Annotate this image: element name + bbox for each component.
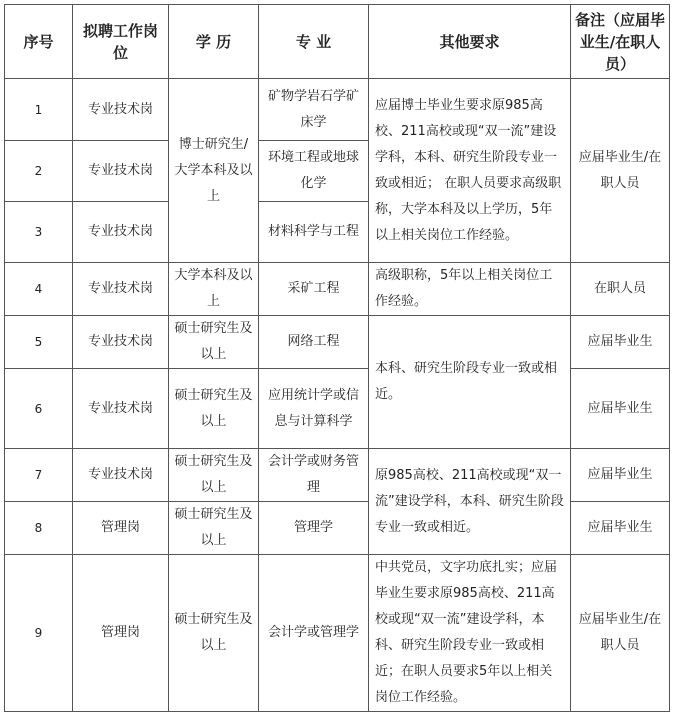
seq-cell: 7 — [5, 449, 73, 502]
seq-cell: 8 — [5, 502, 73, 555]
major-cell: 管理学 — [259, 502, 369, 555]
table-row — [5, 555, 670, 712]
post-cell: 专业技术岗 — [73, 263, 169, 316]
table-row — [5, 79, 670, 141]
table-row — [5, 502, 670, 555]
note-cell: 应届毕业生 — [571, 316, 670, 369]
note-cell: 在职人员 — [571, 263, 670, 316]
seq-cell: 2 — [5, 141, 73, 202]
table-row — [5, 449, 670, 502]
major-cell: 矿物学岩石学矿床学 — [259, 79, 369, 141]
header-education: 学 历 — [169, 5, 259, 79]
post-cell: 专业技术岗 — [73, 449, 169, 502]
requirements-cell: 本科、研究生阶段专业一致或相近。 — [369, 316, 571, 449]
note-cell: 应届毕业生 — [571, 369, 670, 449]
post-cell: 专业技术岗 — [73, 79, 169, 141]
education-cell: 硕士研究生及以上 — [169, 555, 259, 712]
major-cell: 环境工程或地球化学 — [259, 141, 369, 202]
note-cell: 应届毕业生/在职人员 — [571, 555, 670, 712]
table-row — [5, 263, 670, 316]
major-cell: 采矿工程 — [259, 263, 369, 316]
major-cell: 应用统计学或信息与计算科学 — [259, 369, 369, 449]
post-cell: 专业技术岗 — [73, 141, 169, 202]
education-cell: 硕士研究生及以上 — [169, 369, 259, 449]
header-seq: 序号 — [5, 5, 73, 79]
major-cell: 会计学或管理学 — [259, 555, 369, 712]
recruitment-table — [4, 4, 670, 712]
education-cell: 硕士研究生及以上 — [169, 449, 259, 502]
seq-cell: 3 — [5, 202, 73, 263]
header-other-requirements: 其他要求 — [369, 5, 571, 79]
post-cell: 管理岗 — [73, 502, 169, 555]
post-cell: 专业技术岗 — [73, 316, 169, 369]
requirements-cell: 中共党员，文字功底扎实；应届毕业生要求原985高校、211高校或现“双一流”建设学科，本科、研究生阶段专业一致或相近；在职人员要求5年以上相关岗位工作经验。 — [369, 555, 571, 712]
requirements-cell: 原985高校、211高校或现“双一流”建设学科，本科、研究生阶段专业一致或相近。 — [369, 449, 571, 555]
requirements-cell: 高级职称，5年以上相关岗位工作经验。 — [369, 263, 571, 316]
requirements-cell: 应届博士毕业生要求原985高校、211高校或现“双一流”建设学科，本科、研究生阶段专业一致或相近； 在职人员要求高级职称，大学本科及以上学历，5年以上相关岗位工作经验。 — [369, 79, 571, 263]
major-cell: 材料科学与工程 — [259, 202, 369, 263]
seq-cell: 4 — [5, 263, 73, 316]
table-row — [5, 316, 670, 369]
seq-cell: 6 — [5, 369, 73, 449]
header-major: 专 业 — [259, 5, 369, 79]
post-cell: 专业技术岗 — [73, 369, 169, 449]
note-cell: 应届毕业生/在职人员 — [571, 79, 670, 263]
table-row — [5, 369, 670, 449]
post-cell: 管理岗 — [73, 555, 169, 712]
education-cell: 硕士研究生及以上 — [169, 316, 259, 369]
seq-cell: 5 — [5, 316, 73, 369]
education-cell: 硕士研究生及以上 — [169, 502, 259, 555]
education-cell: 博士研究生/大学本科及以上 — [169, 79, 259, 263]
note-cell: 应届毕业生 — [571, 502, 670, 555]
seq-cell: 1 — [5, 79, 73, 141]
header-post: 拟聘工作岗位 — [73, 5, 169, 79]
major-cell: 网络工程 — [259, 316, 369, 369]
header-row — [5, 5, 670, 79]
note-cell: 应届毕业生 — [571, 449, 670, 502]
education-cell: 大学本科及以上 — [169, 263, 259, 316]
header-note: 备注（应届毕业生/在职人员） — [571, 5, 670, 79]
seq-cell: 9 — [5, 555, 73, 712]
major-cell: 会计学或财务管理 — [259, 449, 369, 502]
post-cell: 专业技术岗 — [73, 202, 169, 263]
